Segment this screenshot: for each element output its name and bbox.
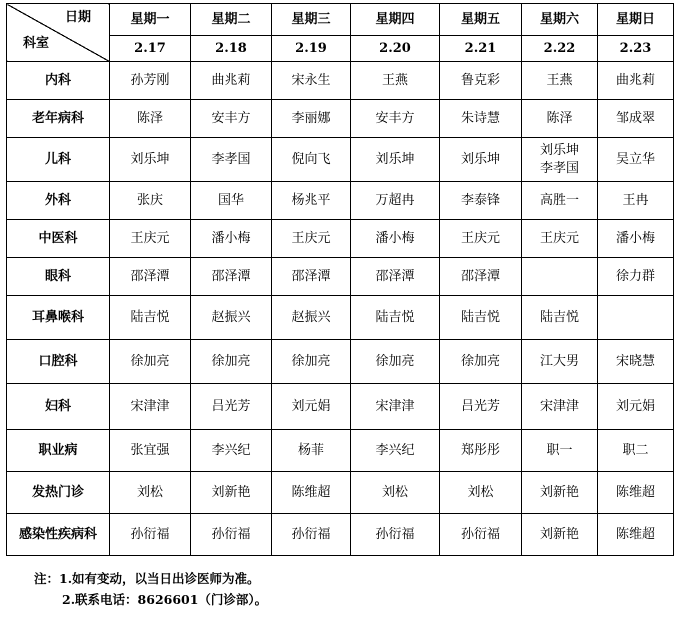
day-header-4: 星期四 (351, 4, 440, 36)
doctor-name: 孙芳刚 (130, 72, 170, 88)
doctor-cell (440, 258, 522, 296)
doctor-name: 李孝国 (539, 160, 579, 176)
doctor-name: 王燕 (381, 72, 408, 88)
doctor-name: 陈维超 (615, 484, 655, 500)
note-line-2: 2.联系电话：8626601（门诊部）。 (62, 592, 268, 607)
doctor-cell (598, 430, 674, 472)
doctor-cell (522, 220, 598, 258)
doctor-name: 张庆 (136, 192, 163, 208)
corner-date-label: 日期 (64, 10, 91, 25)
doctor-name: 潘小梅 (211, 230, 251, 246)
doctor-cell (351, 430, 440, 472)
doctor-name: 徐加亮 (211, 353, 251, 369)
doctor-cell (598, 62, 674, 100)
doctor-cell (110, 258, 191, 296)
doctor-name: 李兴纪 (375, 442, 415, 458)
doctor-name: 万超冉 (375, 192, 415, 208)
dept-label: 内科 (7, 62, 110, 100)
doctor-name: 邵泽潭 (211, 268, 251, 284)
table-row (7, 138, 674, 182)
doctor-cell (191, 472, 272, 514)
dept-label: 耳鼻喉科 (7, 296, 110, 340)
date-header-7: 2.23 (598, 36, 674, 62)
doctor-name: 杨菲 (297, 442, 324, 458)
notes (34, 568, 267, 610)
dept-label: 外科 (7, 182, 110, 220)
doctor-name: 刘元娟 (291, 398, 331, 414)
doctor-name: 王庆元 (291, 230, 331, 246)
doctor-name: 邵泽潭 (291, 268, 331, 284)
doctor-cell (272, 182, 351, 220)
doctor-cell (191, 220, 272, 258)
doctor-cell (440, 100, 522, 138)
doctor-cell (191, 514, 272, 556)
doctor-cell (191, 62, 272, 100)
day-header-7: 星期日 (598, 4, 674, 36)
doctor-cell (440, 340, 522, 384)
table-row (7, 384, 674, 430)
doctor-name: 孙衍福 (460, 526, 500, 542)
day-header-3: 星期三 (272, 4, 351, 36)
doctor-name: 倪向飞 (291, 151, 331, 167)
doctor-name: 徐加亮 (375, 353, 415, 369)
doctor-name: 孙衍福 (130, 526, 170, 542)
doctor-name: 宋津津 (539, 398, 579, 414)
doctor-name: 李孝国 (211, 151, 251, 167)
doctor-name: 陈泽 (546, 110, 573, 126)
doctor-cell (272, 138, 351, 182)
dept-label: 发热门诊 (7, 472, 110, 514)
doctor-name: 邵泽潭 (130, 268, 170, 284)
doctor-cell (110, 472, 191, 514)
doctor-cell (522, 430, 598, 472)
doctor-name: 职二 (622, 442, 649, 458)
table-row (7, 340, 674, 384)
doctor-cell (272, 514, 351, 556)
doctor-cell (598, 182, 674, 220)
doctor-name: 职一 (546, 442, 573, 458)
table-row (7, 258, 674, 296)
doctor-name: 张宜强 (130, 442, 170, 458)
doctor-cell (351, 340, 440, 384)
doctor-name: 宋津津 (130, 398, 170, 414)
table-row (7, 514, 674, 556)
doctor-name: 刘乐坤 (130, 151, 170, 167)
doctor-cell (110, 182, 191, 220)
doctor-name: 刘松 (467, 484, 494, 500)
corner-header (7, 4, 110, 62)
doctor-cell (598, 220, 674, 258)
doctor-cell (191, 258, 272, 296)
doctor-name: 王庆元 (130, 230, 170, 246)
date-header-4: 2.20 (351, 36, 440, 62)
table-row (7, 472, 674, 514)
doctor-name: 宋津津 (375, 398, 415, 414)
doctor-cell (351, 138, 440, 182)
day-header-5: 星期五 (440, 4, 522, 36)
doctor-name: 朱诗慧 (460, 110, 500, 126)
doctor-cell (440, 472, 522, 514)
doctor-cell (110, 514, 191, 556)
doctor-cell (440, 182, 522, 220)
note-line-1: 注：1.如有变动，以当日出诊医师为准。 (34, 571, 260, 586)
doctor-cell (522, 384, 598, 430)
doctor-cell (191, 430, 272, 472)
doctor-cell (110, 296, 191, 340)
doctor-name: 潘小梅 (375, 230, 415, 246)
doctor-cell (598, 472, 674, 514)
doctor-cell (191, 182, 272, 220)
doctor-cell (598, 100, 674, 138)
doctor-cell (522, 258, 598, 296)
doctor-cell (351, 100, 440, 138)
doctor-cell (440, 384, 522, 430)
doctor-name: 陆吉悦 (460, 309, 500, 325)
doctor-cell (191, 100, 272, 138)
doctor-cell (191, 296, 272, 340)
doctor-cell (191, 340, 272, 384)
doctor-name: 吕光芳 (460, 398, 500, 414)
doctor-cell (440, 62, 522, 100)
date-header-3: 2.19 (272, 36, 351, 62)
doctor-name: 吕光芳 (211, 398, 251, 414)
doctor-cell (351, 62, 440, 100)
doctor-name: 鲁克彩 (460, 72, 500, 88)
doctor-name: 邵泽潭 (375, 268, 415, 284)
doctor-cell (351, 220, 440, 258)
date-header-6: 2.22 (522, 36, 598, 62)
doctor-cell (598, 340, 674, 384)
dept-label: 儿科 (7, 138, 110, 182)
table-row (7, 430, 674, 472)
doctor-name: 国华 (217, 192, 244, 208)
doctor-cell (440, 296, 522, 340)
date-header-1: 2.17 (110, 36, 191, 62)
doctor-cell (440, 138, 522, 182)
doctor-name: 王庆元 (539, 230, 579, 246)
doctor-cell (522, 340, 598, 384)
table-row (7, 182, 674, 220)
doctor-cell (272, 384, 351, 430)
doctor-cell (440, 514, 522, 556)
doctor-cell (272, 296, 351, 340)
doctor-name: 邵泽潭 (460, 268, 500, 284)
doctor-name: 陆吉悦 (375, 309, 415, 325)
doctor-cell (522, 182, 598, 220)
doctor-name: 陈维超 (615, 526, 655, 542)
doctor-name: 刘乐坤 (460, 151, 500, 167)
doctor-cell (598, 384, 674, 430)
table-row (7, 62, 674, 100)
doctor-name: 王冉 (622, 192, 649, 208)
doctor-name: 高胜一 (539, 192, 579, 208)
doctor-cell (272, 220, 351, 258)
doctor-name: 刘元娟 (615, 398, 655, 414)
doctor-name: 陆吉悦 (130, 309, 170, 325)
doctor-cell (110, 62, 191, 100)
doctor-name: 李兴纪 (211, 442, 251, 458)
doctor-name: 宋永生 (291, 72, 331, 88)
doctor-cell (522, 514, 598, 556)
doctor-name: 宋晓慧 (615, 353, 655, 369)
day-header-1: 星期一 (110, 4, 191, 36)
doctor-cell (351, 182, 440, 220)
date-header-2: 2.18 (191, 36, 272, 62)
date-header-5: 2.21 (440, 36, 522, 62)
table-row (7, 220, 674, 258)
table-row (7, 100, 674, 138)
doctor-name: 杨兆平 (291, 192, 331, 208)
doctor-name: 王庆元 (460, 230, 500, 246)
day-header-6: 星期六 (522, 4, 598, 36)
doctor-cell (191, 138, 272, 182)
doctor-name: 邹成翠 (615, 110, 655, 126)
doctor-cell (522, 296, 598, 340)
day-header-2: 星期二 (191, 4, 272, 36)
doctor-name: 江大男 (539, 353, 579, 369)
doctor-name: 陈维超 (291, 484, 331, 500)
doctor-cell (598, 514, 674, 556)
doctor-name: 赵振兴 (291, 309, 331, 325)
doctor-cell (598, 258, 674, 296)
doctor-name: 徐力群 (615, 268, 655, 284)
doctor-cell (272, 340, 351, 384)
doctor-name: 刘新艳 (539, 484, 579, 500)
doctor-name: 刘新艳 (211, 484, 251, 500)
doctor-cell (522, 62, 598, 100)
doctor-name: 李丽娜 (291, 110, 331, 126)
dept-label: 老年病科 (7, 100, 110, 138)
doctor-cell (272, 258, 351, 296)
doctor-name: 刘乐坤 (375, 151, 415, 167)
doctor-cell (272, 100, 351, 138)
doctor-cell (351, 384, 440, 430)
doctor-cell (522, 472, 598, 514)
duty-schedule-table (6, 3, 674, 556)
dept-label: 感染性疾病科 (7, 514, 110, 556)
doctor-name: 孙衍福 (291, 526, 331, 542)
doctor-cell (272, 62, 351, 100)
doctor-cell (351, 472, 440, 514)
doctor-cell (522, 100, 598, 138)
doctor-name: 刘松 (136, 484, 163, 500)
doctor-name: 孙衍福 (211, 526, 251, 542)
doctor-name: 陆吉悦 (539, 309, 579, 325)
doctor-cell (351, 258, 440, 296)
doctor-name: 潘小梅 (615, 230, 655, 246)
doctor-name: 陈泽 (136, 110, 163, 126)
doctor-name: 徐加亮 (291, 353, 331, 369)
doctor-cell (598, 138, 674, 182)
doctor-name: 赵振兴 (211, 309, 251, 325)
doctor-cell (598, 296, 674, 340)
doctor-cell (440, 220, 522, 258)
doctor-name: 李泰锋 (460, 192, 500, 208)
doctor-cell (191, 384, 272, 430)
doctor-cell (110, 138, 191, 182)
doctor-name: 曲兆莉 (615, 72, 655, 88)
doctor-cell (272, 472, 351, 514)
dept-label: 妇科 (7, 384, 110, 430)
doctor-cell (110, 340, 191, 384)
doctor-cell (110, 430, 191, 472)
doctor-cell (272, 430, 351, 472)
doctor-cell (110, 384, 191, 430)
doctor-name: 刘乐坤 (539, 142, 579, 158)
doctor-name: 王燕 (546, 72, 573, 88)
dept-label: 眼科 (7, 258, 110, 296)
doctor-name: 孙衍福 (375, 526, 415, 542)
doctor-name: 吴立华 (615, 151, 655, 167)
doctor-name: 刘新艳 (539, 526, 579, 542)
doctor-cell (110, 100, 191, 138)
doctor-cell (522, 138, 598, 182)
doctor-cell (351, 514, 440, 556)
doctor-cell (110, 220, 191, 258)
doctor-cell (351, 296, 440, 340)
doctor-name: 刘松 (381, 484, 408, 500)
doctor-name: 徐加亮 (460, 353, 500, 369)
doctor-name: 曲兆莉 (211, 72, 251, 88)
table-row (7, 296, 674, 340)
doctor-name: 安丰方 (375, 110, 415, 126)
dept-label: 口腔科 (7, 340, 110, 384)
doctor-name: 安丰方 (211, 110, 251, 126)
dept-label: 中医科 (7, 220, 110, 258)
dept-label: 职业病 (7, 430, 110, 472)
doctor-name: 郑彤彤 (460, 442, 500, 458)
corner-dept-label: 科室 (23, 36, 50, 51)
doctor-cell (440, 430, 522, 472)
doctor-name: 徐加亮 (130, 353, 170, 369)
